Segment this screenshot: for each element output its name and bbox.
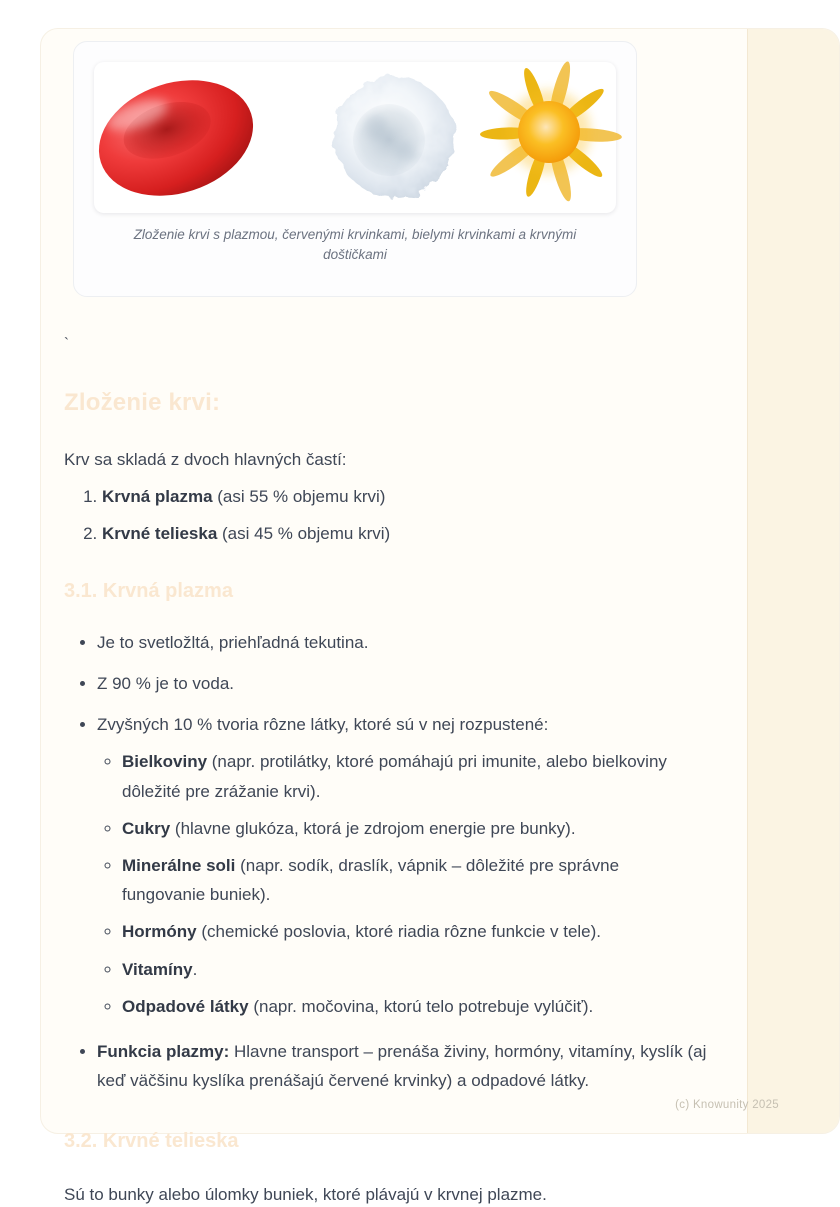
- list-item-term: Vitamíny: [122, 959, 193, 979]
- list-item-text: Je to svetložltá, priehľadná tekutina.: [97, 632, 369, 652]
- list-item-detail: .: [192, 959, 198, 979]
- list-item-detail: (napr. protilátky, ktoré pomáhajú pri imunite, alebo bielkoviny dôležité pre zrážanie krvi).: [122, 752, 667, 801]
- composition-list: [64, 485, 724, 546]
- list-item: [97, 669, 719, 698]
- red-blood-cell-illustration: [84, 61, 268, 214]
- plazma-properties-list: [64, 628, 724, 1096]
- copyright-note: (c) Knowunity 2025: [675, 1099, 779, 1111]
- blood-cells-artwork: [94, 62, 616, 213]
- list-item-detail: (napr. sodík, draslík, vápnik – dôležité pre správne fungovanie buniek).: [122, 856, 620, 905]
- section-heading-zlozenie-krvi: Zloženie krvi:: [64, 388, 221, 416]
- list-item-term: Odpadové látky: [122, 996, 249, 1016]
- subsection-heading-31: 3.1. Krvná plazma: [64, 579, 233, 602]
- list-item-plazma: [102, 485, 724, 509]
- list-item-detail: (napr. močovina, ktorú telo potrebuje vylúčiť).: [248, 996, 594, 1016]
- list-item: [97, 628, 719, 657]
- list-item-term: Minerálne soli: [122, 856, 236, 875]
- list-item-odpadove-latky: [122, 992, 682, 1021]
- list-item-detail: (hlavne glukóza, ktorá je zdrojom energie pre bunky).: [170, 818, 576, 838]
- list-item-telieska: [102, 522, 724, 546]
- list-item-term: Bielkoviny: [122, 752, 208, 772]
- list-item-term: Funkcia plazmy:: [97, 1042, 230, 1062]
- intro-paragraph: Krv sa skladá z dvoch hlavných častí:: [64, 449, 347, 469]
- list-item-detail: Hlavne transport – prenáša živiny, hormóny, vitamíny, kyslík (aj keď väčšinu kyslíka prenášajú červené krvinky) a odpadové látky.: [97, 1042, 707, 1091]
- list-item: [97, 710, 719, 1021]
- figure-card: [73, 41, 637, 297]
- list-item-mineralne-soli: [122, 851, 682, 909]
- list-item-cukry: [122, 814, 682, 843]
- list-item-term: Cukry: [122, 818, 171, 838]
- page-accent-band: [747, 29, 839, 1133]
- list-item-funkcia-plazmy: [97, 1037, 719, 1095]
- platelet-illustration: [480, 60, 622, 203]
- list-item-detail: (asi 45 % objemu krvi): [217, 523, 391, 543]
- list-item-detail: (asi 55 % objemu krvi): [212, 487, 386, 506]
- white-blood-cell-illustration: [334, 77, 454, 197]
- list-item-vitaminy: [122, 955, 682, 984]
- list-item-term: Krvné telieska: [102, 523, 218, 543]
- list-item-text: Z 90 % je to voda.: [97, 673, 235, 693]
- dissolved-substances-list: [97, 747, 719, 1021]
- document-content: [41, 29, 724, 1207]
- list-item-term: Krvná plazma: [102, 487, 213, 506]
- stray-backtick: `: [64, 334, 69, 352]
- sec32-paragraph: Sú to bunky alebo úlomky buniek, ktoré plávajú v krvnej plazme.: [64, 1184, 547, 1204]
- list-item-bielkoviny: [122, 747, 682, 805]
- list-item-hormony: [122, 917, 682, 946]
- list-item-term: Hormóny: [122, 922, 197, 942]
- list-item-text: Zvyšných 10 % tvoria rôzne látky, ktoré sú v nej rozpustené:: [97, 715, 549, 735]
- figure-caption: Zloženie krvi s plazmou, červenými krvinkami, bielymi krvinkami a krvnými doštičkami: [133, 227, 577, 263]
- subsection-heading-32: 3.2. Krvné telieska: [64, 1129, 239, 1152]
- blood-cells-image: [94, 62, 616, 213]
- list-item-detail: (chemické poslovia, ktoré riadia rôzne funkcie v tele).: [196, 922, 602, 942]
- document-page: [40, 28, 840, 1204]
